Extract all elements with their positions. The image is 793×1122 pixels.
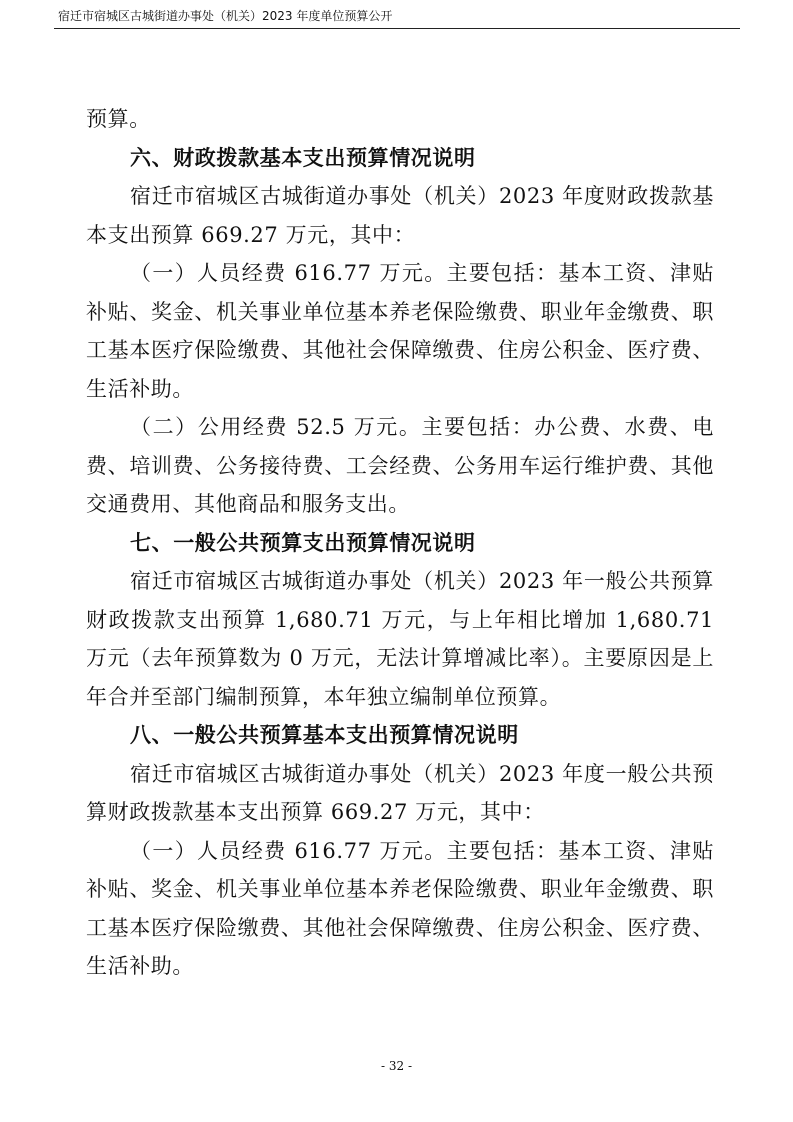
header-divider	[54, 28, 740, 29]
running-header: 宿迁市宿城区古城街道办事处（机关）2023 年度单位预算公开	[58, 9, 393, 23]
body-paragraph: 宿迁市宿城区古城街道办事处（机关）2023 年度财政拨款基本支出预算 669.27 万元，其中：	[86, 184, 714, 247]
body-paragraph: 宿迁市宿城区古城街道办事处（机关）2023 年一般公共预算财政拨款支出预算 1,680.71 万元，与上年相比增加 1,680.71 万元（去年预算数为 0 万元，无法计算增减比率）。主要原因是上年合并至部门编制预算，本年独立编制单位预算。	[86, 569, 714, 709]
document-body	[86, 100, 714, 986]
page-number: - 32 -	[380, 1059, 412, 1073]
body-paragraph: （一）人员经费 616.77 万元。主要包括：基本工资、津贴补贴、奖金、机关事业单位基本养老保险缴费、职业年金缴费、职工基本医疗保险缴费、其他社会保障缴费、住房公积金、医疗费、生活补助。	[86, 261, 714, 401]
body-paragraph: 宿迁市宿城区古城街道办事处（机关）2023 年度一般公共预算财政拨款基本支出预算 669.27 万元，其中：	[86, 761, 714, 824]
section-heading-7: 七、一般公共预算支出预算情况说明	[130, 530, 476, 555]
body-paragraph-continuation: 预算。	[86, 107, 151, 131]
section-heading-6: 六、财政拨款基本支出预算情况说明	[130, 145, 476, 170]
section-heading-8: 八、一般公共预算基本支出预算情况说明	[130, 723, 519, 747]
body-paragraph: （二）公用经费 52.5 万元。主要包括：办公费、水费、电费、培训费、公务接待费、工会经费、公务用车运行维护费、其他交通费用、其他商品和服务支出。	[86, 415, 714, 516]
body-paragraph: （一）人员经费 616.77 万元。主要包括：基本工资、津贴补贴、奖金、机关事业单位基本养老保险缴费、职业年金缴费、职工基本医疗保险缴费、其他社会保障缴费、住房公积金、医疗费、生活补助。	[86, 838, 714, 978]
